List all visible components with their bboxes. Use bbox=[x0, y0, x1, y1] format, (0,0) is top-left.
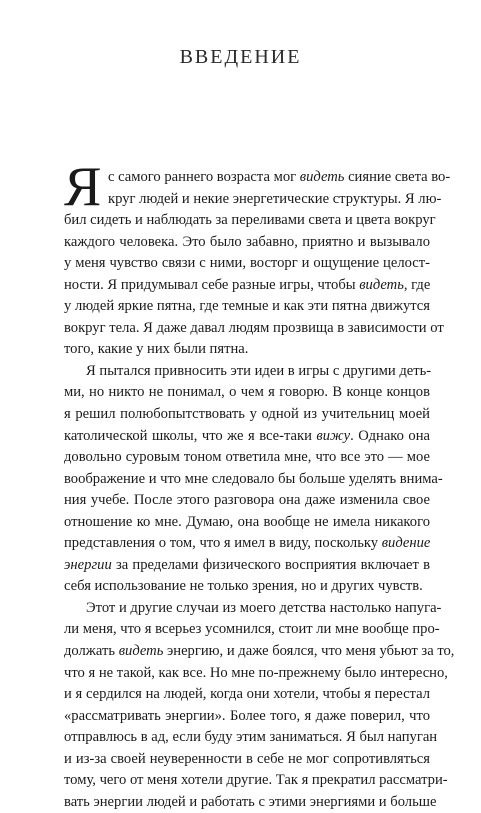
text-line bbox=[64, 533, 430, 555]
text-line bbox=[64, 253, 430, 275]
text-line bbox=[64, 490, 430, 512]
text-line bbox=[64, 598, 442, 620]
text-line bbox=[64, 512, 430, 534]
text-line bbox=[64, 275, 430, 297]
text-run: за пределами физического восприятия включает в bbox=[111, 556, 430, 573]
italic-run: вижу bbox=[316, 427, 351, 444]
text-run: себя использование не только зрения, но и других чувств. bbox=[64, 578, 423, 595]
text-run: у людей яркие пятна, где темные и как эти пятна движутся bbox=[64, 298, 430, 315]
italic-run: видение bbox=[381, 535, 431, 552]
text-line bbox=[64, 318, 444, 340]
text-line bbox=[64, 296, 430, 318]
text-line bbox=[64, 749, 430, 771]
italic-run: энергии bbox=[64, 556, 112, 573]
text-line bbox=[64, 663, 448, 685]
text-line bbox=[64, 576, 430, 598]
paragraph bbox=[64, 598, 455, 813]
text-run: отправлюсь в ад, если буду этим заниматься. Я был напуган bbox=[64, 729, 438, 746]
italic-run: видеть bbox=[118, 643, 164, 660]
text-line bbox=[64, 641, 455, 663]
text-run: ли меня, что я всерьез усомнился, стоит ли мне вообще про- bbox=[64, 621, 440, 638]
text-run: сияние света во- bbox=[344, 169, 451, 185]
text-run: католической школы, что же я все-таки bbox=[64, 427, 317, 444]
text-line bbox=[64, 684, 430, 706]
text-line bbox=[64, 361, 430, 383]
text-line bbox=[64, 727, 438, 749]
text-run: у меня чувство связи с ними, восторг и ощущение целост- bbox=[64, 255, 430, 272]
text-line bbox=[64, 167, 451, 189]
text-line bbox=[64, 447, 430, 469]
text-line bbox=[64, 189, 442, 211]
paragraph bbox=[64, 167, 451, 361]
chapter-title: ВВЕДЕНИЕ bbox=[179, 46, 302, 68]
drop-cap: Я bbox=[64, 156, 102, 218]
text-line bbox=[64, 426, 430, 448]
text-line bbox=[64, 792, 437, 813]
text-run: вокруг тела. Я даже давал людям прозвища в зависимости от bbox=[64, 319, 444, 336]
text-run: я решил полюбопытствовать у одной из учительниц моей bbox=[64, 406, 430, 423]
text-run: круг людей и некие энергетические структуры. Я лю- bbox=[108, 190, 442, 207]
text-line bbox=[64, 232, 430, 254]
text-run: . Однако она bbox=[350, 427, 431, 444]
text-line bbox=[64, 339, 430, 361]
paragraph bbox=[64, 361, 443, 598]
text-run: довольно суровым тоном ответила мне, что все это — мое bbox=[64, 449, 430, 466]
text-line bbox=[64, 404, 430, 426]
body-text bbox=[64, 167, 455, 813]
text-run: Этот и другие случаи из моего детства настолько напуга- bbox=[86, 599, 442, 616]
text-run: ми, но никто не понимал, о чем я говорю. В конце концов bbox=[64, 384, 430, 401]
text-run: , где bbox=[403, 276, 431, 293]
text-run: ния учебе. После этого разговора она даже изменила свое bbox=[64, 492, 430, 509]
text-line bbox=[64, 555, 430, 577]
italic-run: видеть bbox=[299, 169, 345, 185]
text-run: Я пытался привносить эти идеи в игры с другими деть- bbox=[86, 362, 432, 379]
text-run: и из-за своей неуверенности в себе не мог сопротивляться bbox=[64, 750, 430, 767]
text-run: энергию, и даже боялся, что меня убьют за то, bbox=[163, 643, 455, 660]
italic-run: видеть bbox=[359, 276, 404, 293]
text-run: и я сердился на людей, когда они хотели, чтобы я перестал bbox=[64, 686, 430, 703]
text-line bbox=[64, 770, 448, 792]
text-line bbox=[64, 382, 430, 404]
text-line bbox=[64, 210, 436, 232]
text-run: каждого человека. Это было забавно, приятно и вызывало bbox=[64, 233, 430, 250]
text-line bbox=[64, 469, 443, 491]
text-run: того, какие у них были пятна. bbox=[64, 341, 249, 358]
text-run: должать bbox=[64, 643, 119, 660]
text-line bbox=[64, 706, 430, 728]
text-run: тому, чего от меня хотели другие. Так я прекратил рассматри- bbox=[64, 772, 448, 789]
text-run: что я не такой, как все. Но мне по-прежнему было интересно, bbox=[64, 664, 448, 681]
text-run: ности. Я придумывал себе разные игры, чтобы bbox=[64, 276, 360, 293]
text-run: с самого раннего возраста мог bbox=[108, 169, 300, 185]
text-run: вать энергии людей и работать с этими энергиями и больше bbox=[64, 793, 437, 810]
text-run: отношение ко мне. Думаю, она вообще не имела никакого bbox=[64, 513, 430, 530]
text-line bbox=[64, 619, 440, 641]
text-run: представления о том, что я имел в виду, поскольку bbox=[64, 535, 382, 552]
text-run: бил сидеть и наблюдать за переливами света и цвета вокруг bbox=[64, 212, 436, 229]
text-run: «рассматривать энергии». Более того, я даже поверил, что bbox=[64, 707, 430, 724]
text-run: воображение и что мне следовало бы больше уделять внима- bbox=[64, 470, 443, 487]
